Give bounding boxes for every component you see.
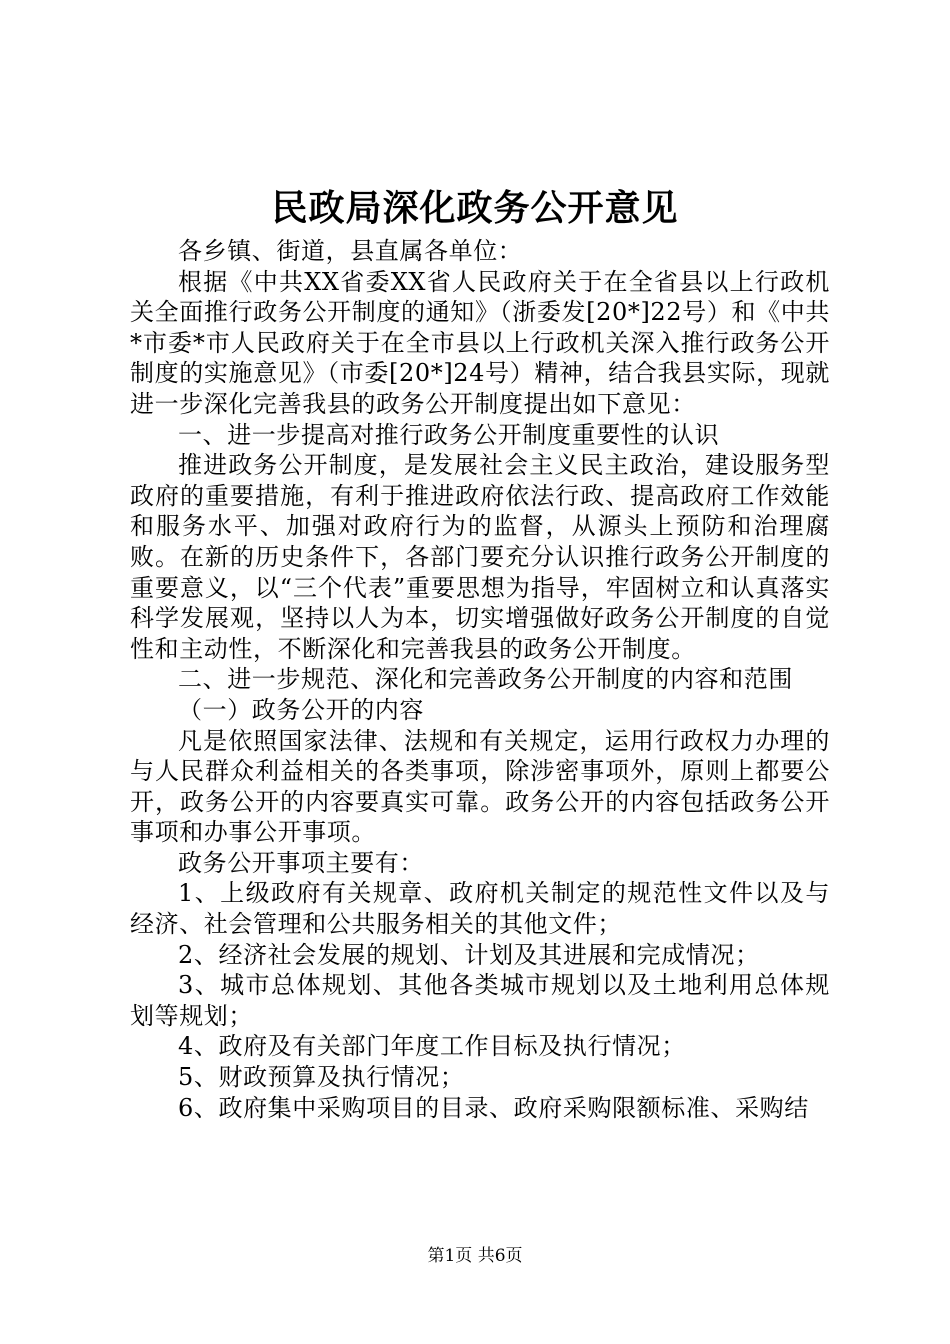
- list-item: 2、经济社会发展的规划、计划及其进展和完成情况；: [178, 940, 760, 969]
- section-heading-2: 二、进一步规范、深化和完善政务公开制度的内容和范围: [178, 665, 793, 694]
- document-body: [130, 236, 830, 1123]
- list-item: 5、财政预算及执行情况；: [178, 1063, 465, 1092]
- document-title: 民政局深化政务公开意见: [271, 187, 679, 229]
- list-intro: 政务公开事项主要有：: [178, 848, 424, 877]
- list-item: 3、城市总体规划、其他各类城市规划以及土地利用总体规划等规划；: [130, 971, 830, 1030]
- list-item: 4、政府及有关部门年度工作目标及执行情况；: [178, 1032, 686, 1061]
- section-heading-1: 一、进一步提高对推行政务公开制度重要性的认识: [178, 420, 720, 449]
- section-1-paragraph: 推进政务公开制度，是发展社会主义民主政治，建设服务型政府的重要措施，有利于推进政府依法行政、提高政府工作效能和服务水平、加强对政府行为的监督，从源头上预防和治理腐败。在新的历史条件下，各部门要充分认识推行政务公开制度的重要意义，以“三个代表”重要思想为指导，牢固树立和认真落实科学发展观，坚持以人为本，切实增强做好政务公开制度的自觉性和主动性，不断深化和完善我县的政务公开制度。: [130, 451, 830, 663]
- list-item: 1、上级政府有关规章、政府机关制定的规范性文件以及与经济、社会管理和公共服务相关的其他文件；: [130, 879, 830, 939]
- salutation: 各乡镇、街道，县直属各单位：: [178, 237, 523, 265]
- page-number-footer: 第1页 共6页: [427, 1246, 523, 1266]
- intro-paragraph: 根据《中共XX省委XX省人民政府关于在全省县以上行政机关全面推行政务公开制度的通知》（浙委发[20*]22号）和《中共*市委*市人民政府关于在全市县以上行政机关深入推行政务公开制度的实施意见》（市委[20*]24号）精神，结合我县实际，现就进一步深化完善我县的政务公开制度提出如下意见：: [130, 267, 830, 418]
- list-item: 6、政府集中采购项目的目录、政府采购限额标准、采购结: [178, 1093, 809, 1122]
- subsection-heading-1: （一）政务公开的内容: [178, 695, 424, 724]
- subsection-1-paragraph: 凡是依照国家法律、法规和有关规定，运用行政权力办理的与人民群众利益相关的各类事项，除涉密事项外，原则上都要公开，政务公开的内容要真实可靠。政务公开的内容包括政务公开事项和办事公开事项。: [130, 726, 830, 847]
